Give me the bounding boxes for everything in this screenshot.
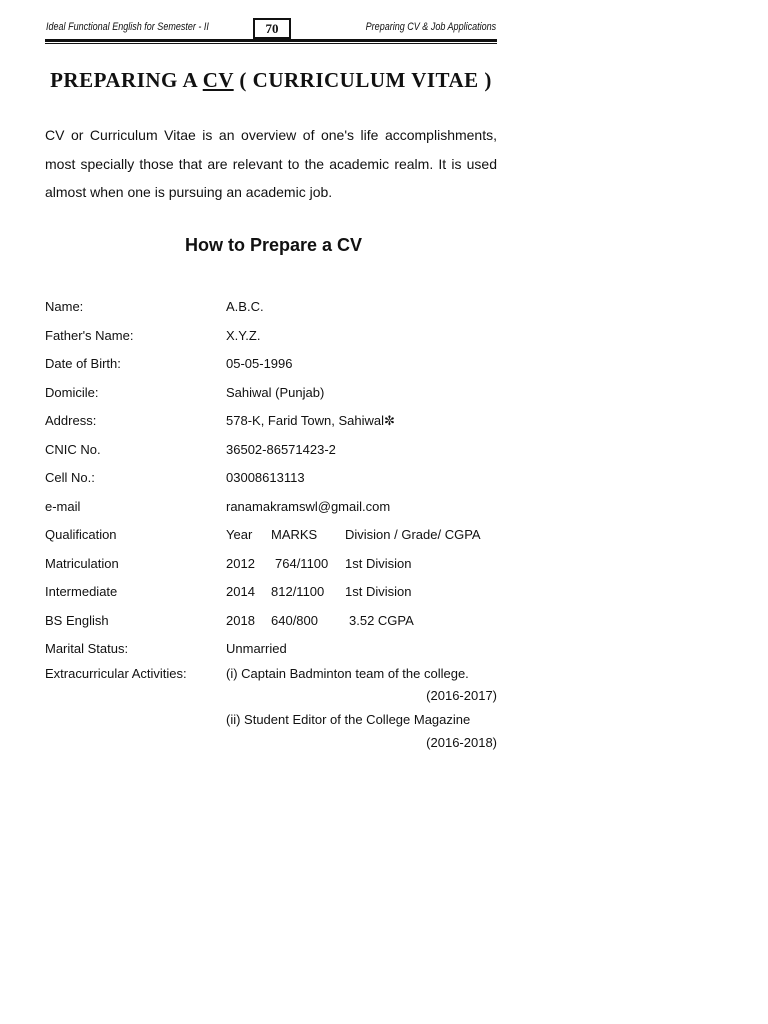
field-label: Qualification	[45, 527, 117, 542]
intro-paragraph: CV or Curriculum Vitae is an overview of one's life accomplishments, most specially those that are relevant to the academic realm. It is used almost when one is pursuing an academic job.	[45, 127, 497, 200]
cv-row-activity-period	[45, 688, 497, 708]
cv-row-activity	[45, 712, 497, 732]
field-value: X.Y.Z.	[226, 328, 261, 343]
column-division: Division / Grade/ CGPA	[345, 527, 481, 542]
field-label: BS English	[45, 613, 109, 628]
qualification-year: 2018	[226, 613, 255, 628]
title-prefix: PREPARING A	[50, 68, 203, 92]
field-label: Matriculation	[45, 556, 119, 571]
qualification-division: 1st Division	[345, 556, 412, 571]
section-heading: How to Prepare a CV	[184, 235, 363, 255]
cv-row-father	[45, 328, 497, 348]
cv-row-extracurricular	[45, 666, 497, 686]
title-suffix: ( CURRICULUM VITAE )	[233, 68, 492, 92]
field-value: 578-K, Farid Town, Sahiwal✼	[226, 413, 395, 428]
header-rule-thin	[45, 43, 497, 44]
field-value: 05-05-1996	[226, 356, 293, 371]
field-label: Cell No.:	[45, 470, 95, 485]
field-label: Extracurricular Activities:	[45, 666, 187, 681]
cv-row-activity-period	[45, 735, 497, 755]
field-value: A.B.C.	[226, 299, 264, 314]
column-year: Year	[226, 527, 253, 542]
field-value: 36502-86571423-2	[226, 442, 336, 457]
cv-row-domicile	[45, 385, 497, 405]
activity-period: (2016-2018)	[426, 735, 497, 750]
running-header-right: Preparing CV & Job Applications	[365, 21, 496, 33]
cv-row-cnic	[45, 442, 497, 462]
qualification-division: 3.52 CGPA	[349, 613, 414, 628]
cv-row-bs-english	[45, 613, 497, 633]
cv-row-email	[45, 499, 497, 519]
cv-row-address	[45, 413, 497, 433]
column-marks: MARKS	[271, 527, 318, 542]
field-label: e-mail	[45, 499, 81, 514]
activity-item: (ii) Student Editor of the College Magazine	[226, 712, 471, 727]
cv-row-dob	[45, 356, 497, 376]
cv-row-qualification-header	[45, 527, 497, 547]
field-label: CNIC No.	[45, 442, 101, 457]
qualification-marks: 812/1100	[271, 584, 325, 599]
activity-period: (2016-2017)	[426, 688, 497, 703]
running-header-left: Ideal Functional English for Semester - II	[46, 21, 209, 33]
field-label: Address:	[45, 413, 97, 428]
field-label: Date of Birth:	[45, 356, 121, 371]
cv-row-cell	[45, 470, 497, 490]
field-label: Father's Name:	[45, 328, 134, 343]
field-label: Marital Status:	[45, 641, 129, 656]
field-value: 03008613113	[226, 470, 305, 485]
cv-row-matriculation	[45, 556, 497, 576]
activity-item: (i) Captain Badminton team of the college.	[226, 666, 469, 681]
qualification-marks: 640/800	[271, 613, 318, 628]
field-label: Name:	[45, 299, 84, 314]
qualification-marks: 764/1100	[275, 556, 329, 571]
field-label: Domicile:	[45, 385, 99, 400]
header-rule-thick	[45, 39, 497, 42]
cv-row-intermediate	[45, 584, 497, 604]
page-title	[45, 68, 497, 93]
qualification-year: 2012	[226, 556, 255, 571]
cv-row-marital	[45, 641, 497, 661]
page-number: 70	[253, 18, 291, 39]
cv-row-name	[45, 299, 497, 319]
qualification-year: 2014	[226, 584, 255, 599]
field-value: Unmarried	[226, 641, 287, 656]
field-value: Sahiwal (Punjab)	[226, 385, 325, 400]
field-label: Intermediate	[45, 584, 118, 599]
field-value: ranamakramswl@gmail.com	[226, 499, 391, 514]
qualification-division: 1st Division	[345, 584, 412, 599]
title-cv-underlined: CV	[202, 68, 234, 92]
